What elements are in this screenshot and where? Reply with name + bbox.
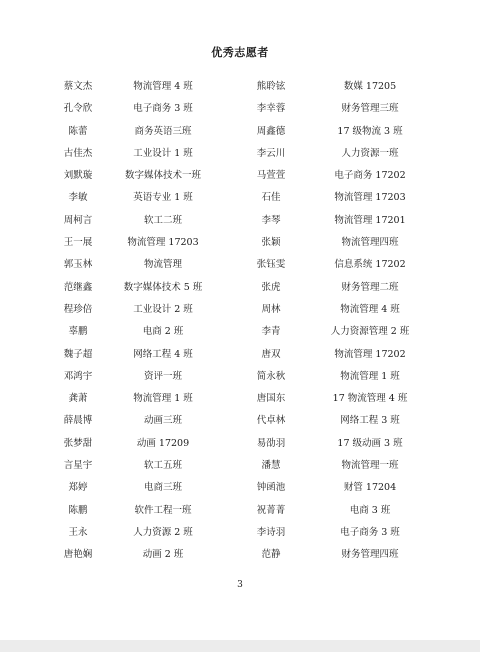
class-right: 电子商务 3 班 <box>340 526 400 538</box>
volunteer-name-right: 熊聆铉 <box>256 81 286 92</box>
class-right: 17 物流管理 4 班 <box>332 393 408 405</box>
table-row <box>0 123 480 145</box>
class-left: 动画 17209 <box>136 437 190 449</box>
volunteer-name-left: 孔令欣 <box>63 103 93 115</box>
volunteer-name-left: 张梦甜 <box>63 437 93 449</box>
volunteer-name-right: 范静 <box>261 549 281 561</box>
table-row <box>0 390 480 412</box>
class-right: 物流管理 17203 <box>334 192 406 204</box>
class-right: 人力资源一班 <box>341 147 399 159</box>
volunteer-name-left: 古佳杰 <box>63 147 93 159</box>
volunteer-name-right: 张钰雯 <box>256 259 286 271</box>
class-left: 电商 2 班 <box>142 326 184 338</box>
volunteer-name-left: 王一展 <box>63 237 93 249</box>
class-left: 工业设计 1 班 <box>133 147 193 159</box>
class-right: 电子商务 17202 <box>334 170 406 182</box>
volunteer-name-left: 陈鹏 <box>68 504 88 516</box>
volunteer-name-right: 周鑫德 <box>256 125 286 137</box>
class-right: 财务管理三班 <box>341 103 399 115</box>
volunteer-name-right: 代卓林 <box>256 415 286 427</box>
table-row <box>0 256 480 278</box>
class-right: 财管 17204 <box>343 482 397 494</box>
volunteer-name-left: 魏子超 <box>63 348 93 360</box>
volunteer-name-left: 龚萧 <box>68 393 88 405</box>
volunteer-list <box>0 78 480 569</box>
volunteer-name-left: 唐艳娴 <box>63 549 93 561</box>
volunteer-name-right: 简永秋 <box>256 370 286 382</box>
volunteer-name-left: 郭玉林 <box>63 259 93 271</box>
class-left: 数字媒体技术 5 班 <box>123 281 203 293</box>
volunteer-name-left: 言星宇 <box>63 460 93 472</box>
volunteer-name-left: 陈蕾 <box>68 125 88 137</box>
viewer-bottom-edge <box>0 640 480 652</box>
class-right: 物流管理 4 班 <box>340 303 400 315</box>
class-left: 动画三班 <box>143 415 183 427</box>
class-left: 人力资源 2 班 <box>133 526 193 538</box>
volunteer-name-right: 李诗羽 <box>256 526 286 538</box>
class-right: 电商 3 班 <box>349 504 391 516</box>
class-left: 软工五班 <box>143 460 183 472</box>
volunteer-name-left: 薛晨博 <box>63 415 93 427</box>
volunteer-name-right: 潘慧 <box>261 460 281 472</box>
volunteer-name-right: 李琴 <box>261 214 281 226</box>
volunteer-name-right: 李幸蓉 <box>256 103 286 115</box>
volunteer-name-left: 范继鑫 <box>63 281 93 293</box>
volunteer-name-left: 周柯言 <box>63 214 93 226</box>
class-left: 商务英语三班 <box>134 125 192 137</box>
class-right: 物流管理 17201 <box>334 214 406 226</box>
table-row <box>0 212 480 234</box>
class-right: 财务管理四班 <box>341 549 399 561</box>
class-right: 数媒 17205 <box>343 81 397 92</box>
table-row <box>0 479 480 501</box>
table-row <box>0 323 480 345</box>
page-number: 3 <box>237 580 243 590</box>
volunteer-name-left: 王永 <box>68 526 88 538</box>
class-right: 物流管理四班 <box>341 237 399 249</box>
class-right: 网络工程 3 班 <box>340 415 400 427</box>
class-left: 物流管理 17203 <box>127 237 199 249</box>
class-left: 网络工程 4 班 <box>133 348 193 360</box>
class-left: 物流管理 1 班 <box>133 393 193 405</box>
class-left: 电子商务 3 班 <box>133 103 193 115</box>
class-left: 数字媒体技术一班 <box>124 170 202 182</box>
volunteer-name-left: 郑婷 <box>68 482 88 494</box>
table-row <box>0 346 480 368</box>
table-row <box>0 100 480 122</box>
class-left: 电商三班 <box>143 482 183 494</box>
table-row <box>0 301 480 323</box>
table-row <box>0 546 480 568</box>
table-row <box>0 279 480 301</box>
volunteer-name-left: 程珍倍 <box>63 303 93 315</box>
volunteer-name-left: 李敏 <box>68 192 88 204</box>
volunteer-name-right: 钟函池 <box>256 482 286 494</box>
table-row <box>0 435 480 457</box>
class-right: 17 级动画 3 班 <box>337 437 403 449</box>
table-row <box>0 78 480 100</box>
class-right: 物流管理一班 <box>341 460 399 472</box>
page-title: 优秀志愿者 <box>211 46 269 59</box>
class-left: 软工二班 <box>143 214 183 226</box>
class-left: 物流管理 4 班 <box>133 81 193 92</box>
volunteer-name-right: 张颖 <box>261 237 281 249</box>
class-right: 信息系统 17202 <box>334 259 406 271</box>
table-row <box>0 167 480 189</box>
volunteer-name-left: 蔡文杰 <box>63 81 93 92</box>
class-right: 17 级物流 3 班 <box>337 125 403 137</box>
class-left: 工业设计 2 班 <box>133 303 193 315</box>
volunteer-name-left: 辜鹏 <box>68 326 88 338</box>
class-right: 财务管理二班 <box>341 281 399 293</box>
class-left: 英语专业 1 班 <box>133 192 193 204</box>
volunteer-name-right: 张虎 <box>261 281 281 293</box>
table-row <box>0 457 480 479</box>
table-row <box>0 234 480 256</box>
volunteer-name-right: 唐国东 <box>256 393 286 405</box>
volunteer-name-right: 石佳 <box>261 192 281 204</box>
table-row <box>0 524 480 546</box>
volunteer-name-right: 周林 <box>261 303 281 315</box>
class-right: 物流管理 17202 <box>334 348 406 360</box>
volunteer-name-right: 李云川 <box>256 147 286 159</box>
table-row <box>0 189 480 211</box>
table-row <box>0 412 480 434</box>
volunteer-name-right: 马萱萱 <box>256 170 286 182</box>
table-row <box>0 368 480 390</box>
volunteer-name-left: 邓鸿宇 <box>63 370 93 382</box>
class-left: 软件工程一班 <box>134 504 192 516</box>
volunteer-name-right: 李青 <box>261 326 281 338</box>
table-row <box>0 502 480 524</box>
volunteer-name-right: 易劭羽 <box>256 437 286 449</box>
class-left: 物流管理 <box>143 259 183 271</box>
table-row <box>0 145 480 167</box>
volunteer-name-right: 祝菁菁 <box>256 504 286 516</box>
class-left: 动画 2 班 <box>142 549 184 561</box>
class-left: 资评一班 <box>143 370 183 382</box>
class-right: 人力资源管理 2 班 <box>330 326 410 338</box>
volunteer-name-left: 刘默璇 <box>63 170 93 182</box>
class-right: 物流管理 1 班 <box>340 370 400 382</box>
volunteer-name-right: 唐双 <box>261 348 281 360</box>
